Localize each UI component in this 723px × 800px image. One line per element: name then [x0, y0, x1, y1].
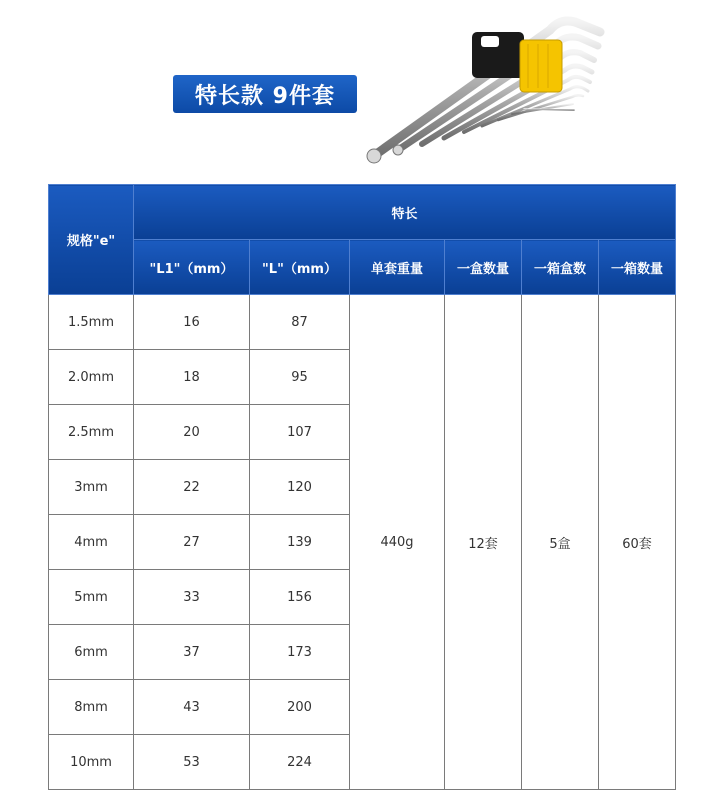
case-qty-cell: 60套 — [599, 295, 676, 790]
l1-cell: 20 — [134, 405, 250, 460]
col-header-weight: 单套重量 — [350, 240, 445, 295]
col-header-case-qty: 一箱数量 — [599, 240, 676, 295]
l1-cell: 22 — [134, 460, 250, 515]
l1-cell: 43 — [134, 680, 250, 735]
spec-cell: 5mm — [49, 570, 134, 625]
spec-cell: 2.0mm — [49, 350, 134, 405]
l-cell: 224 — [250, 735, 350, 790]
spec-cell: 3mm — [49, 460, 134, 515]
l1-cell: 16 — [134, 295, 250, 350]
spec-cell: 8mm — [49, 680, 134, 735]
spec-cell: 6mm — [49, 625, 134, 680]
l1-cell: 53 — [134, 735, 250, 790]
col-header-case-boxes: 一箱盒数 — [522, 240, 599, 295]
box-qty-cell: 12套 — [445, 295, 522, 790]
spec-header: 规格"e" — [49, 185, 134, 295]
l-cell: 173 — [250, 625, 350, 680]
spec-cell: 10mm — [49, 735, 134, 790]
l1-cell: 33 — [134, 570, 250, 625]
l1-cell: 27 — [134, 515, 250, 570]
spec-cell: 2.5mm — [49, 405, 134, 460]
l-cell: 139 — [250, 515, 350, 570]
l1-cell: 37 — [134, 625, 250, 680]
l-cell: 120 — [250, 460, 350, 515]
spec-cell: 4mm — [49, 515, 134, 570]
l-cell: 95 — [250, 350, 350, 405]
l-cell: 107 — [250, 405, 350, 460]
case-boxes-cell: 5盒 — [522, 295, 599, 790]
weight-cell: 440g — [350, 295, 445, 790]
col-header-box-qty: 一盒数量 — [445, 240, 522, 295]
hex-key-set-image — [360, 0, 620, 170]
spec-table — [48, 184, 676, 790]
spec-cell: 1.5mm — [49, 295, 134, 350]
l-cell: 87 — [250, 295, 350, 350]
group-header: 特长 — [134, 185, 676, 240]
l-cell: 156 — [250, 570, 350, 625]
table-row — [49, 295, 676, 350]
product-title-badge: 特长款 9件套 — [173, 75, 357, 113]
col-header-l1: "L1"（mm） — [134, 240, 250, 295]
col-header-l: "L"（mm） — [250, 240, 350, 295]
l-cell: 200 — [250, 680, 350, 735]
l1-cell: 18 — [134, 350, 250, 405]
